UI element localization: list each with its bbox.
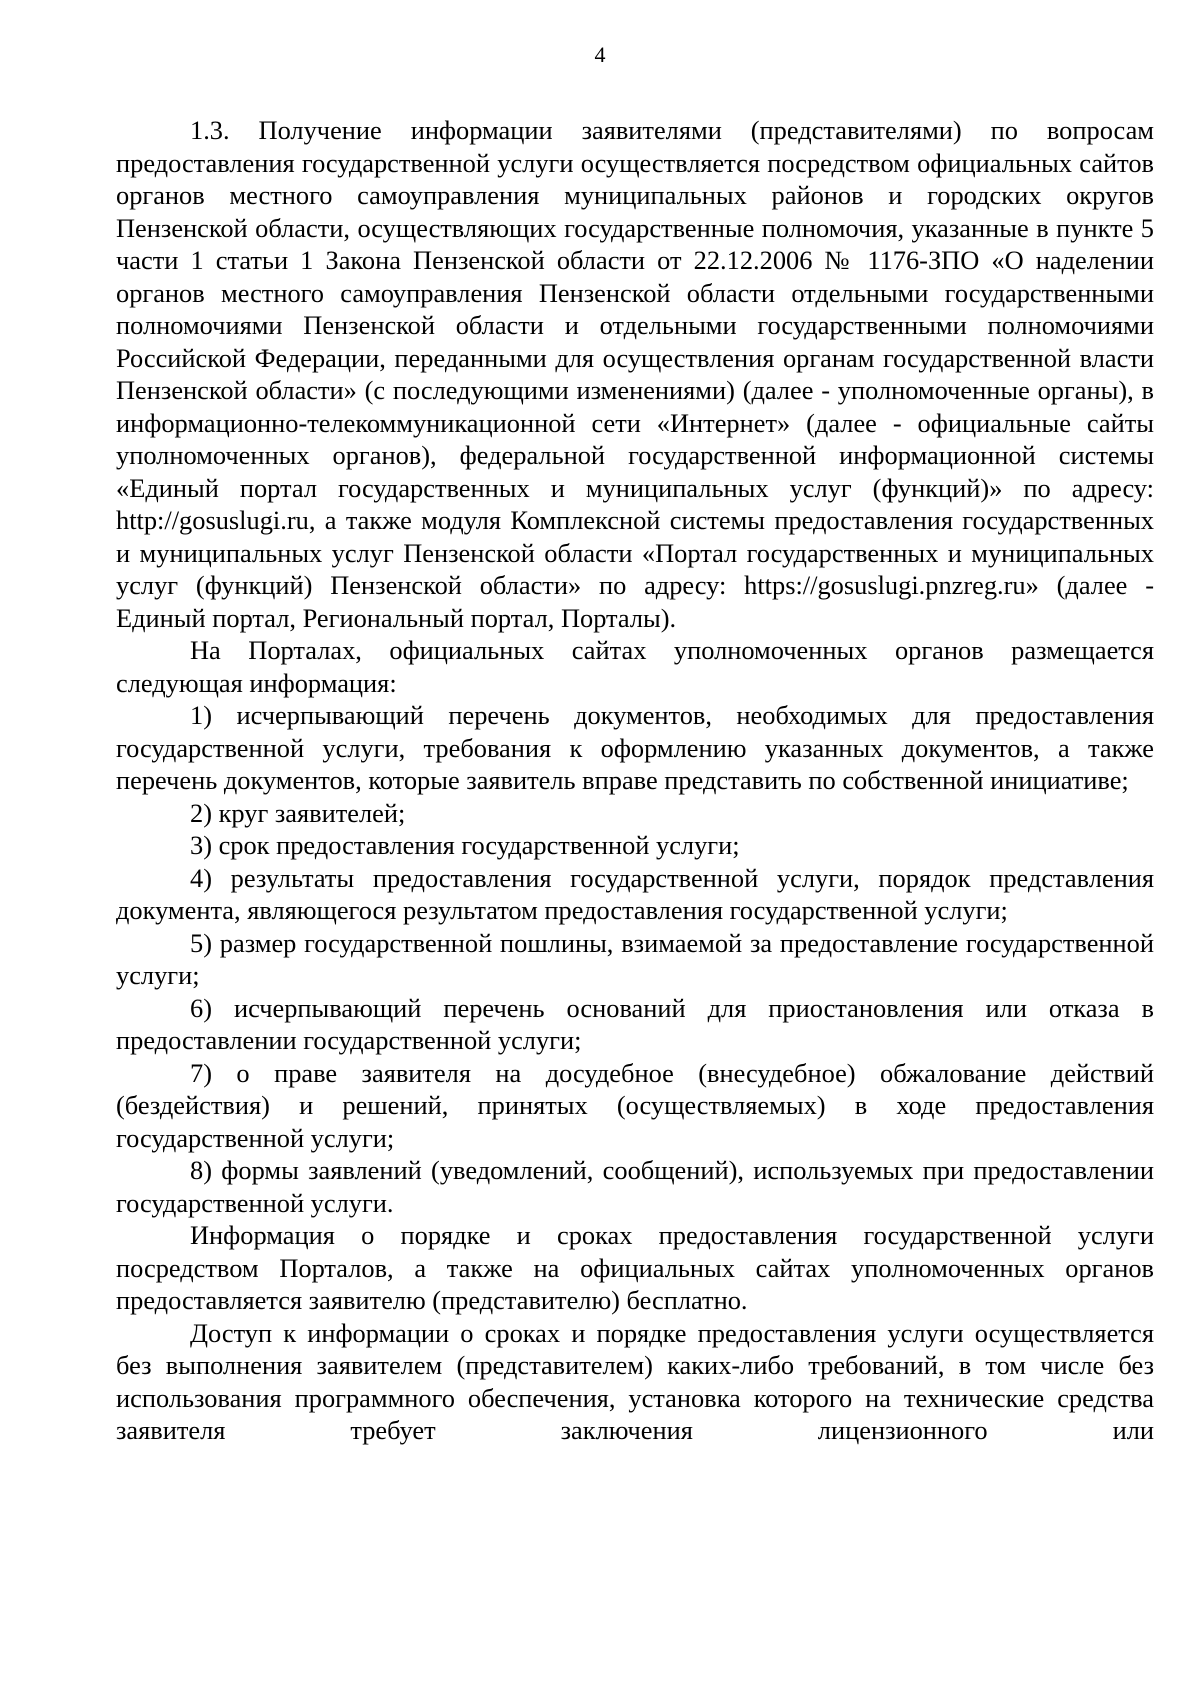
paragraph-access-info: Доступ к информации о сроках и порядке предоставления услуги осуществляется без выполнения заявителем (представителем) каких-либо требований, в том числе без использования программного обеспечения, установка которого на технические средства заявителя требует заключения лицензионного или bbox=[116, 1317, 1154, 1445]
list-item-3: 3) срок предоставления государственной услуги; bbox=[190, 830, 740, 860]
paragraph-portal-info-intro: На Порталах, официальных сайтах уполномоченных органов размещается следующая информация: bbox=[116, 635, 1154, 698]
list-item-2: 2) круг заявителей; bbox=[190, 797, 406, 828]
document-body bbox=[116, 114, 1154, 1447]
list-item-8: 8) формы заявлений (уведомлений, сообщений), используемых при предоставлении государственной услуги. bbox=[116, 1155, 1154, 1218]
paragraph-1-3: 1.3. Получение информации заявителями (представителями) по вопросам предоставления государственной услуги осуществляется посредством официальных сайтов органов местного самоуправления муниципальных районов и городских округов Пензенской области, осуществляющих государственные полномочия, указанные в пункте 5 части 1 статьи 1 Закона Пензенской области от 22.12.2006 № 1176-ЗПО «О наделении органов местного самоуправления Пензенской области отдельными государственными полномочиями Пензенской области и отдельными государственными полномочиями Российской Федерации, переданными для осуществления органам государственной власти Пензенской области» (с последующими изменениями) (далее - уполномоченные органы), в информационно-телекоммуникационной сети «Интернет» (далее - официальные сайты уполномоченных органов), федеральной государственной информационной системы «Единый портал государственных и муниципальных услуг (функций)» по адресу: http://gosuslugi.ru, а также модуля Комплексной системы предоставления государственных и муниципальных услуг Пензенской области «Портал государственных и муниципальных услуг (функций) Пензенской области» по адресу: https://gosuslugi.pnzreg.ru» (далее - Единый портал, Региональный портал, Порталы). bbox=[116, 115, 1154, 633]
list-item-4: 4) результаты предоставления государственной услуги, порядок представления документа, являющегося результатом предоставления государственной услуги; bbox=[116, 862, 1154, 925]
list-item-1: 1) исчерпывающий перечень документов, необходимых для предоставления государственной услуги, требования к оформлению указанных документов, а также перечень документов, которые заявитель вправе представить по собственной инициативе; bbox=[116, 700, 1154, 795]
list-item-6: 6) исчерпывающий перечень оснований для приостановления или отказа в предоставлении государственной услуги; bbox=[116, 992, 1154, 1055]
list-item-7: 7) о праве заявителя на досудебное (внесудебное) обжалование действий (бездействия) и решений, принятых (осуществляемых) в ходе предоставления государственной услуги; bbox=[116, 1057, 1154, 1153]
page-number: 4 bbox=[594, 42, 606, 67]
list-item-5: 5) размер государственной пошлины, взимаемой за предоставление государственной услуги; bbox=[116, 927, 1154, 990]
paragraph-free-info: Информация о порядке и сроках предоставления государственной услуги посредством Порталов, а также на официальных сайтах уполномоченных органов предоставляется заявителю (представителю) бесплатно. bbox=[116, 1220, 1154, 1315]
